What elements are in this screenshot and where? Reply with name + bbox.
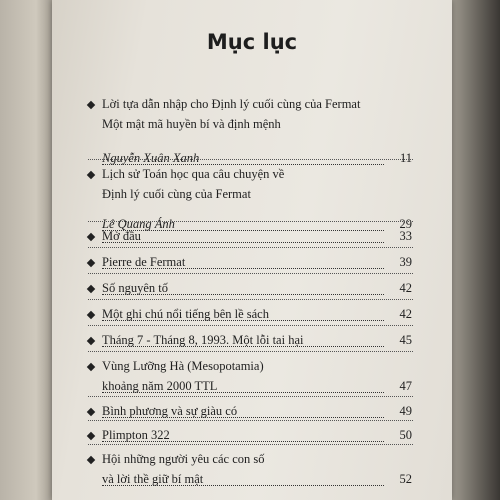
entry-separator [88, 221, 413, 222]
dot-leader [102, 242, 384, 243]
entry-title: và lời thề giữ bí mật [102, 472, 204, 486]
toc-entry[interactable] [102, 278, 412, 298]
entry-title: Số nguyên tố [102, 281, 168, 295]
entry-title-line: Định lý cuối cùng của Fermat [102, 187, 251, 201]
bullet-icon [87, 337, 95, 345]
entry-separator [88, 273, 413, 274]
bullet-icon [87, 408, 95, 416]
entry-separator [88, 351, 413, 352]
page-number: 29 [399, 217, 412, 231]
entry-separator [88, 325, 413, 326]
entry-title: Pierre de Fermat [102, 255, 186, 269]
entry-separator [88, 444, 413, 445]
entry-line [102, 425, 412, 445]
toc-entry[interactable] [102, 94, 412, 168]
entry-line [102, 401, 412, 421]
entry-title-line: Một mật mã huyền bí và định mệnh [102, 117, 281, 131]
entry-title: Mở đầu [102, 229, 141, 243]
page-number: 45 [399, 333, 412, 347]
toc-entry[interactable] [102, 449, 412, 489]
bullet-icon [87, 311, 95, 319]
bullet-icon [87, 233, 95, 241]
bullet-icon [87, 285, 95, 293]
entry-line [102, 252, 412, 272]
entry-separator [88, 299, 413, 300]
entry-line [102, 226, 412, 246]
page-number: 49 [399, 404, 412, 418]
toc-entry[interactable] [102, 304, 412, 324]
page-title: Mục lục [206, 30, 298, 54]
bullet-icon [87, 363, 95, 371]
entry-separator [88, 396, 413, 397]
bullet-icon [87, 259, 95, 267]
entry-separator [88, 159, 413, 160]
toc-entry[interactable] [102, 164, 412, 234]
bullet-icon [87, 456, 95, 464]
page-number: 39 [399, 255, 412, 269]
bullet-icon [87, 432, 95, 440]
bullet-icon [87, 171, 95, 179]
entry-separator [88, 247, 413, 248]
page-number: 47 [399, 379, 412, 393]
entry-title-line: Lời tựa dẫn nhập cho Định lý cuối cùng của Fermat [102, 97, 361, 111]
page-number: 33 [399, 229, 412, 243]
entry-title: Bình phương và sự giàu có [102, 404, 238, 418]
page-number: 42 [399, 307, 412, 321]
entry-title-line: Vùng Lưỡng Hà (Mesopotamia) [102, 359, 264, 373]
entry-line [102, 330, 412, 350]
entry-line [102, 278, 412, 298]
toc-entry[interactable] [102, 252, 412, 272]
toc-entry[interactable] [102, 226, 412, 246]
entry-title: Tháng 7 - Tháng 8, 1993. Một lỗi tai hại [102, 333, 304, 347]
toc-entry[interactable] [102, 401, 412, 421]
entry-separator [88, 420, 413, 421]
book-page [52, 0, 452, 500]
adjacent-page-left [0, 0, 60, 500]
entry-author: Lê Quang Ánh [102, 217, 175, 231]
toc-entry[interactable] [102, 356, 412, 396]
entry-title-line: Hội những người yêu các con số [102, 452, 265, 466]
toc-entry[interactable] [102, 425, 412, 445]
entry-title: Plimpton 322 [102, 428, 170, 442]
entry-title: khoảng năm 2000 TTL [102, 379, 218, 393]
entry-line [102, 376, 412, 396]
entry-title-line: Lịch sử Toán học qua câu chuyện về [102, 167, 285, 181]
entry-line [102, 304, 412, 324]
bullet-icon [87, 101, 95, 109]
entry-title: Một ghi chú nổi tiếng bên lề sách [102, 307, 269, 321]
toc-entry[interactable] [102, 330, 412, 350]
entry-line [102, 469, 412, 489]
page-number: 11 [399, 151, 412, 165]
page-number: 52 [399, 472, 412, 486]
page-number: 42 [399, 281, 412, 295]
page-number: 50 [399, 428, 412, 442]
entry-author: Nguyễn Xuân Xanh [102, 151, 200, 165]
